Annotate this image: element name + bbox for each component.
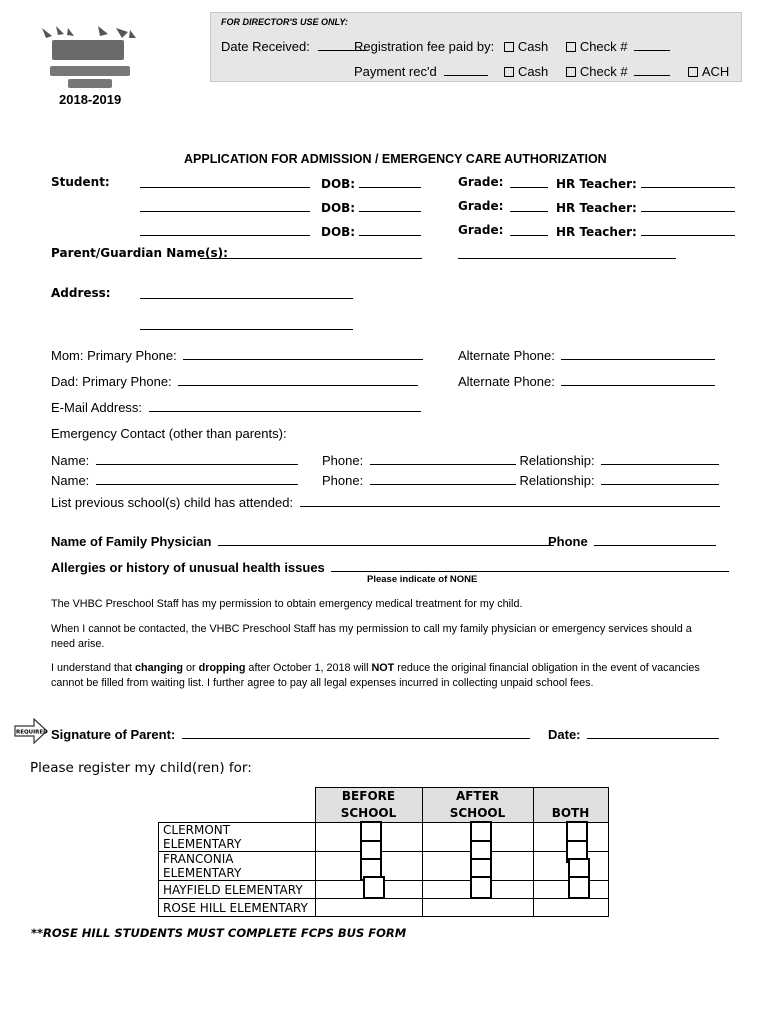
relationship-field[interactable] — [601, 452, 719, 465]
address-field-1[interactable] — [140, 286, 353, 299]
previous-schools-label: List previous school(s) child has attended: — [51, 495, 294, 510]
fee-row — [354, 38, 670, 54]
grade-label: Grade: — [458, 199, 504, 213]
school-name: HAYFIELD ELEMENTARY — [159, 881, 316, 899]
signature-row — [51, 726, 530, 742]
bus-form-footnote: **ROSE HILL STUDENTS MUST COMPLETE FCPS BUS FORM — [31, 926, 407, 940]
school-year: 2018-2019 — [59, 92, 122, 107]
physician-phone-field[interactable] — [594, 533, 716, 546]
hr-teacher-field[interactable] — [641, 223, 735, 236]
before-cell — [315, 899, 422, 917]
email-field[interactable] — [149, 399, 421, 412]
director-header: FOR DIRECTOR'S USE ONLY: — [221, 17, 348, 27]
alt-phone-label: Alternate Phone: — [458, 348, 555, 363]
both-header: BOTH — [533, 788, 608, 823]
grade-label: Grade: — [458, 175, 504, 189]
after-cell — [422, 899, 533, 917]
para3-text: reduce the original financial obligation in the event of vacancies — [394, 662, 700, 674]
allergies-row — [51, 559, 729, 575]
allergies-field[interactable] — [331, 559, 729, 572]
grade-field[interactable] — [510, 175, 548, 188]
physician-label: Name of Family Physician — [51, 534, 212, 549]
hr-teacher-label: HR Teacher: — [556, 201, 637, 215]
date-row — [548, 726, 719, 742]
previous-schools-field[interactable] — [300, 494, 720, 507]
cash-label: Cash — [517, 39, 549, 54]
para3-text: or — [183, 662, 199, 674]
before-line-1: BEFORE — [341, 789, 396, 803]
form-title: APPLICATION FOR ADMISSION / EMERGENCY CARE AUTHORIZATION — [184, 152, 607, 166]
after-line-2: SCHOOL — [449, 806, 506, 820]
signature-label: Signature of Parent: — [51, 727, 176, 742]
dad-phone-field[interactable] — [178, 373, 418, 386]
emergency-name-row-2 — [51, 472, 298, 488]
consent-paragraph-2b: need arise. — [51, 638, 105, 650]
grade-field[interactable] — [510, 223, 548, 236]
student-name-field[interactable] — [140, 223, 310, 236]
physician-row — [51, 533, 554, 549]
mom-phone-label: Mom: Primary Phone: — [51, 348, 177, 363]
student-name-field[interactable] — [140, 175, 310, 188]
emergency-phone-field[interactable] — [370, 452, 516, 465]
register-heading: Please register my child(ren) for: — [30, 760, 252, 776]
hr-teacher-field[interactable] — [641, 199, 735, 212]
consent-paragraph-3a — [51, 662, 700, 674]
dob-field[interactable] — [359, 175, 421, 188]
indicate-none-note: Please indicate of NONE — [367, 574, 478, 585]
after-line-1: AFTER — [455, 789, 500, 803]
mom-phone-row — [51, 347, 423, 363]
mom-alt-phone-row — [458, 347, 715, 363]
name-label: Name: — [51, 453, 90, 468]
mom-phone-field[interactable] — [183, 347, 423, 360]
para3-text: after October 1, 2018 will — [245, 662, 372, 674]
parent-name-field-1[interactable] — [200, 246, 422, 259]
parent-label: Parent/Guardian Name(s): — [51, 246, 228, 260]
hr-teacher-field[interactable] — [641, 175, 735, 188]
mom-alt-phone-field[interactable] — [561, 347, 715, 360]
vhbc-logo — [38, 26, 138, 90]
emergency-phone-row-1 — [322, 452, 719, 468]
dad-alt-phone-row — [458, 373, 715, 389]
dad-alt-phone-field[interactable] — [561, 373, 715, 386]
ach-label: ACH — [701, 64, 730, 79]
date-received-row — [221, 38, 368, 54]
previous-schools-row — [51, 494, 720, 510]
director-use-box — [210, 12, 742, 82]
header-empty — [159, 788, 316, 823]
alt-phone-label: Alternate Phone: — [458, 374, 555, 389]
grade-label: Grade: — [458, 223, 504, 237]
before-line-2: SCHOOL — [340, 806, 397, 820]
cash2-checkbox[interactable] — [504, 67, 514, 77]
cash-checkbox[interactable] — [504, 42, 514, 52]
relationship-label: Relationship: — [519, 473, 595, 488]
rosehill-after-checkbox[interactable] — [470, 876, 492, 899]
emergency-phone-field[interactable] — [370, 472, 516, 485]
dob-label: DOB: — [321, 177, 356, 191]
para3-bold-changing: changing — [135, 662, 184, 674]
email-label: E-Mail Address: — [51, 400, 143, 415]
payment-row — [354, 63, 729, 79]
hr-teacher-label: HR Teacher: — [556, 177, 637, 191]
emergency-name-field[interactable] — [96, 472, 298, 485]
student-label: Student: — [51, 175, 110, 189]
table-row — [159, 823, 609, 852]
check2-number-field[interactable] — [634, 63, 670, 76]
table-header-row — [159, 788, 609, 823]
phone-label: Phone: — [322, 453, 364, 468]
relationship-label: Relationship: — [519, 453, 595, 468]
check2-checkbox[interactable] — [566, 67, 576, 77]
school-name: CLERMONT ELEMENTARY — [159, 823, 316, 852]
dob-field[interactable] — [359, 223, 421, 236]
consent-paragraph-3b: cannot be filled from waiting list. I further agree to pay all legal expenses incurred in collecting unpaid school fees. — [51, 677, 594, 689]
both-cell — [533, 899, 608, 917]
physician-phone-row — [548, 533, 716, 549]
para3-text: I understand that — [51, 662, 136, 674]
hr-teacher-label: HR Teacher: — [556, 225, 637, 239]
school-name: ROSE HILL ELEMENTARY — [159, 899, 316, 917]
check2-label: Check # — [579, 64, 628, 79]
rosehill-both-checkbox[interactable] — [568, 876, 590, 899]
signature-field[interactable] — [182, 726, 530, 739]
name-label: Name: — [51, 473, 90, 488]
phone-label: Phone: — [322, 473, 364, 488]
dob-label: DOB: — [321, 225, 356, 239]
address-label: Address: — [51, 286, 111, 300]
physician-field[interactable] — [218, 533, 554, 546]
emergency-name-field[interactable] — [96, 452, 298, 465]
dad-phone-row — [51, 373, 418, 389]
payment-recd-field[interactable] — [444, 63, 488, 76]
rosehill-before-checkbox[interactable] — [363, 876, 385, 899]
date-label: Date: — [548, 727, 581, 742]
dob-label: DOB: — [321, 201, 356, 215]
date-field[interactable] — [587, 726, 719, 739]
ach-checkbox[interactable] — [688, 67, 698, 77]
required-arrow-icon — [14, 718, 48, 744]
required-label: REQUIRED — [16, 729, 48, 736]
relationship-field[interactable] — [601, 472, 719, 485]
fee-paid-label: Registration fee paid by: — [354, 39, 495, 54]
check-checkbox[interactable] — [566, 42, 576, 52]
email-row — [51, 399, 421, 415]
dob-field[interactable] — [359, 199, 421, 212]
emergency-contact-label: Emergency Contact (other than parents): — [51, 426, 287, 441]
para3-bold-not: NOT — [371, 662, 395, 674]
check-number-field[interactable] — [634, 38, 670, 51]
grade-field[interactable] — [510, 199, 548, 212]
emergency-phone-row-2 — [322, 472, 719, 488]
payment-recd-label: Payment rec'd — [354, 64, 437, 79]
school-name: FRANCONIA ELEMENTARY — [159, 852, 316, 881]
before-school-header — [315, 788, 422, 823]
check-label: Check # — [579, 39, 628, 54]
table-row — [159, 899, 609, 917]
consent-paragraph-2a: When I cannot be contacted, the VHBC Preschool Staff has my permission to call my family physician or emergency services should a — [51, 623, 692, 635]
address-field-2[interactable] — [140, 317, 353, 330]
physician-phone-label: Phone — [548, 534, 588, 549]
emergency-name-row-1 — [51, 452, 298, 468]
parent-name-field-2[interactable] — [458, 246, 676, 259]
date-received-label: Date Received: — [221, 39, 310, 54]
student-name-field[interactable] — [140, 199, 310, 212]
consent-paragraph-1: The VHBC Preschool Staff has my permission to obtain emergency medical treatment for my child. — [51, 598, 523, 610]
allergies-label: Allergies or history of unusual health issues — [51, 560, 325, 575]
after-school-header — [422, 788, 533, 823]
dad-phone-label: Dad: Primary Phone: — [51, 374, 172, 389]
para3-bold-dropping: dropping — [198, 662, 246, 674]
cash2-label: Cash — [517, 64, 549, 79]
